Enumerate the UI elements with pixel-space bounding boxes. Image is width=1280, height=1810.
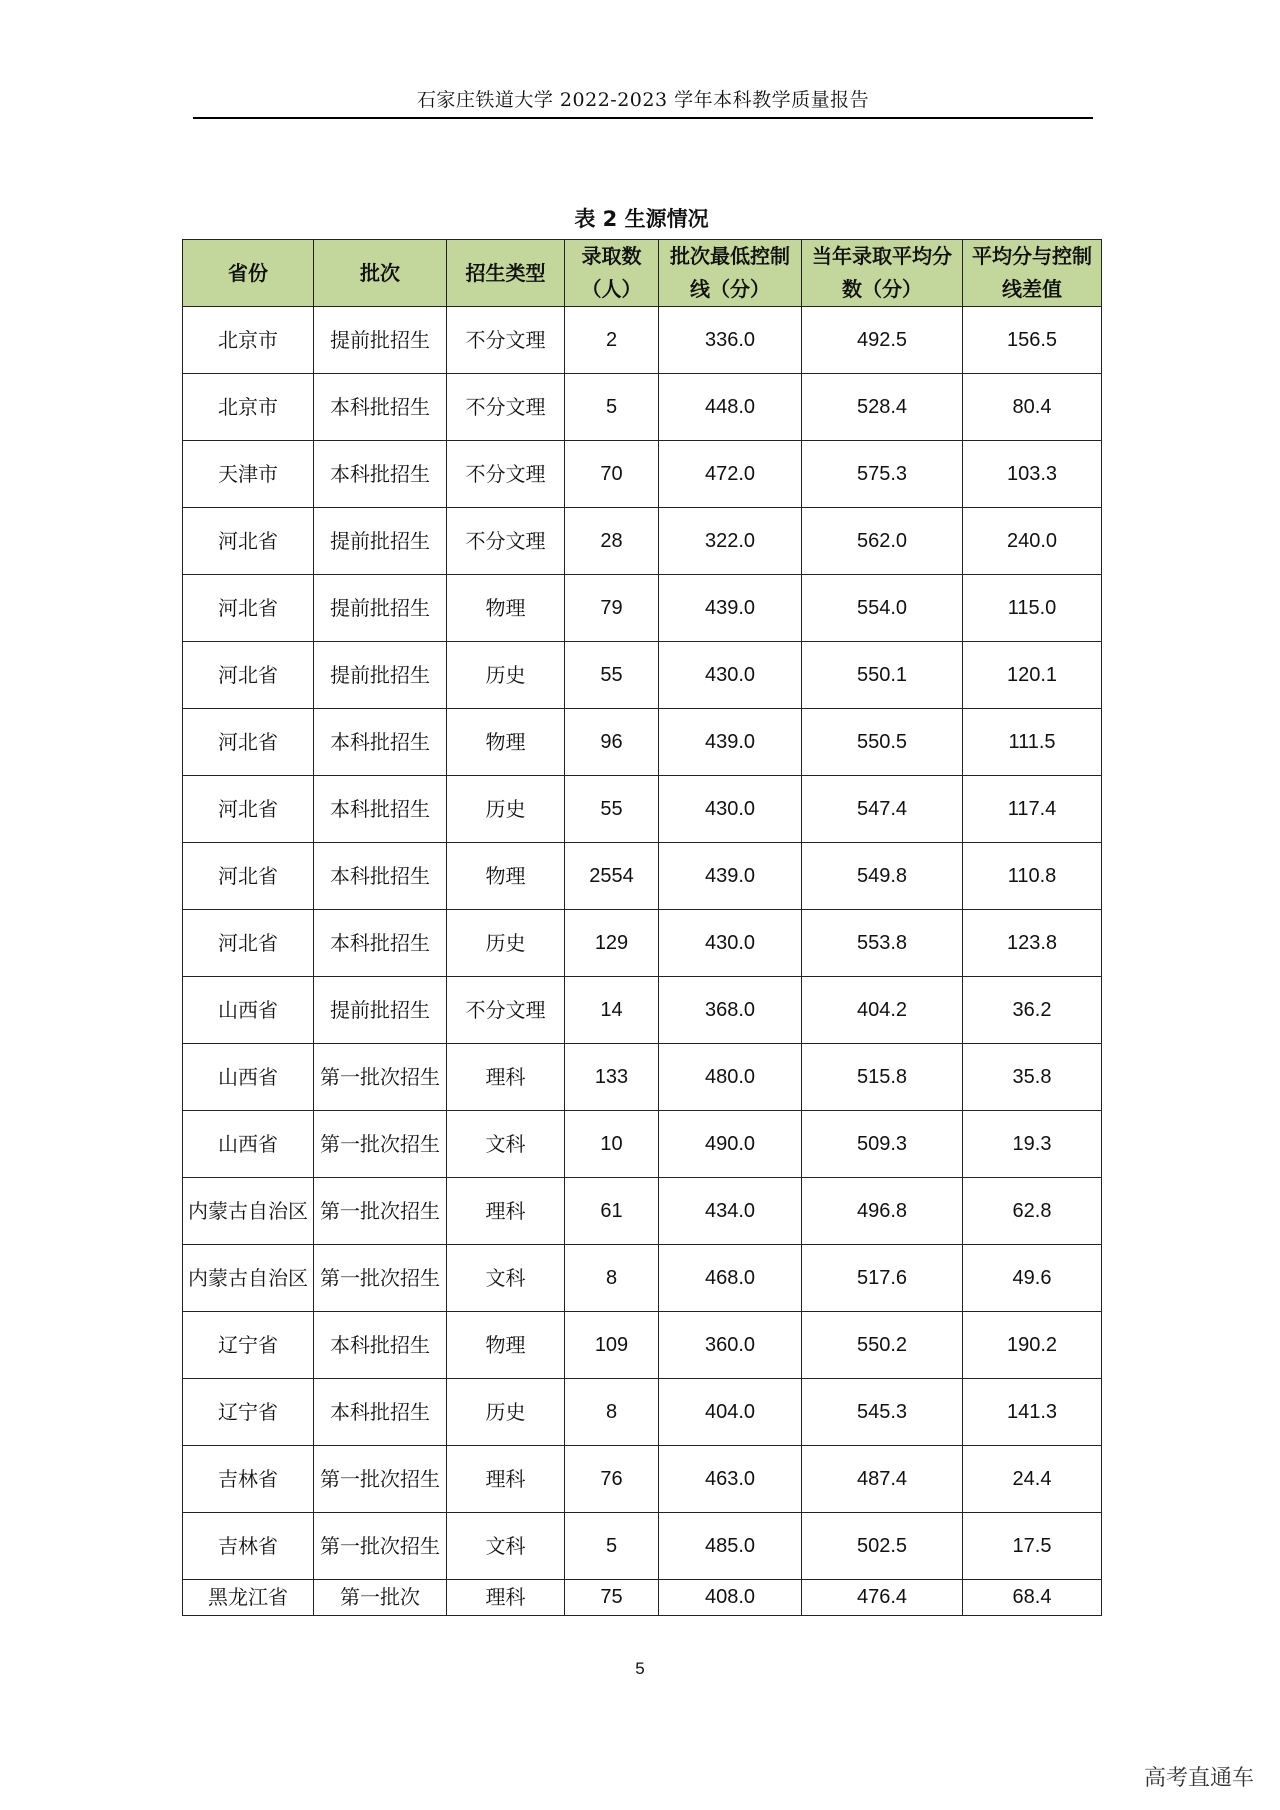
cell-province: 山西省	[183, 1111, 314, 1178]
cell-control-line: 336.0	[659, 307, 802, 374]
cell-batch: 第一批次招生	[314, 1111, 447, 1178]
table-header	[183, 240, 1102, 307]
cell-province: 山西省	[183, 1044, 314, 1111]
cell-type: 物理	[447, 843, 565, 910]
cell-type: 理科	[447, 1044, 565, 1111]
cell-province: 河北省	[183, 575, 314, 642]
cell-province: 吉林省	[183, 1513, 314, 1580]
cell-average: 515.8	[802, 1044, 963, 1111]
cell-control-line: 430.0	[659, 642, 802, 709]
col-header-difference: 平均分与控制线差值	[963, 240, 1102, 307]
cell-control-line: 408.0	[659, 1580, 802, 1616]
table-caption: 表 2 生源情况	[574, 207, 709, 231]
col-header-type: 招生类型	[447, 240, 565, 307]
cell-province: 北京市	[183, 307, 314, 374]
cell-province: 河北省	[183, 508, 314, 575]
col-header-province: 省份	[183, 240, 314, 307]
table-row	[183, 1178, 1102, 1245]
cell-difference: 19.3	[963, 1111, 1102, 1178]
cell-batch: 本科批招生	[314, 910, 447, 977]
cell-batch: 本科批招生	[314, 441, 447, 508]
cell-type: 不分文理	[447, 307, 565, 374]
watermark: 高考直通车	[1143, 1766, 1254, 1791]
table-row	[183, 977, 1102, 1044]
cell-difference: 68.4	[963, 1580, 1102, 1616]
cell-control-line: 439.0	[659, 709, 802, 776]
cell-average: 547.4	[802, 776, 963, 843]
cell-type: 不分文理	[447, 441, 565, 508]
cell-difference: 49.6	[963, 1245, 1102, 1312]
cell-type: 历史	[447, 642, 565, 709]
cell-control-line: 360.0	[659, 1312, 802, 1379]
cell-batch: 提前批招生	[314, 575, 447, 642]
table-row	[183, 1312, 1102, 1379]
table-row	[183, 709, 1102, 776]
cell-type: 历史	[447, 776, 565, 843]
cell-admitted: 75	[565, 1580, 659, 1616]
cell-admitted: 61	[565, 1178, 659, 1245]
cell-batch: 本科批招生	[314, 374, 447, 441]
cell-control-line: 322.0	[659, 508, 802, 575]
cell-batch: 提前批招生	[314, 977, 447, 1044]
cell-admitted: 10	[565, 1111, 659, 1178]
table-row	[183, 1580, 1102, 1616]
table-row	[183, 441, 1102, 508]
table-row	[183, 575, 1102, 642]
table-row	[183, 1044, 1102, 1111]
cell-admitted: 55	[565, 776, 659, 843]
cell-batch: 提前批招生	[314, 642, 447, 709]
cell-difference: 141.3	[963, 1379, 1102, 1446]
cell-province: 内蒙古自治区	[183, 1178, 314, 1245]
table-row	[183, 1379, 1102, 1446]
cell-average: 562.0	[802, 508, 963, 575]
cell-province: 河北省	[183, 709, 314, 776]
cell-type: 历史	[447, 910, 565, 977]
cell-average: 509.3	[802, 1111, 963, 1178]
page-number: 5	[635, 1659, 645, 1678]
cell-average: 545.3	[802, 1379, 963, 1446]
cell-control-line: 468.0	[659, 1245, 802, 1312]
cell-admitted: 109	[565, 1312, 659, 1379]
cell-difference: 62.8	[963, 1178, 1102, 1245]
cell-province: 辽宁省	[183, 1379, 314, 1446]
cell-type: 文科	[447, 1513, 565, 1580]
cell-control-line: 430.0	[659, 910, 802, 977]
cell-type: 历史	[447, 1379, 565, 1446]
table-row	[183, 508, 1102, 575]
table-header-row	[183, 240, 1102, 307]
cell-difference: 110.8	[963, 843, 1102, 910]
cell-control-line: 448.0	[659, 374, 802, 441]
cell-difference: 111.5	[963, 709, 1102, 776]
cell-difference: 36.2	[963, 977, 1102, 1044]
cell-batch: 提前批招生	[314, 307, 447, 374]
cell-batch: 第一批次招生	[314, 1044, 447, 1111]
cell-admitted: 5	[565, 1513, 659, 1580]
col-header-control-line: 批次最低控制线（分）	[659, 240, 802, 307]
cell-control-line: 472.0	[659, 441, 802, 508]
cell-province: 内蒙古自治区	[183, 1245, 314, 1312]
table-row	[183, 642, 1102, 709]
cell-province: 河北省	[183, 642, 314, 709]
table-row	[183, 307, 1102, 374]
cell-admitted: 14	[565, 977, 659, 1044]
cell-average: 492.5	[802, 307, 963, 374]
cell-admitted: 8	[565, 1245, 659, 1312]
cell-difference: 103.3	[963, 441, 1102, 508]
cell-province: 北京市	[183, 374, 314, 441]
cell-difference: 240.0	[963, 508, 1102, 575]
cell-batch: 第一批次招生	[314, 1245, 447, 1312]
cell-control-line: 490.0	[659, 1111, 802, 1178]
cell-type: 不分文理	[447, 977, 565, 1044]
cell-province: 河北省	[183, 910, 314, 977]
cell-average: 517.6	[802, 1245, 963, 1312]
cell-type: 物理	[447, 1312, 565, 1379]
cell-type: 理科	[447, 1178, 565, 1245]
cell-difference: 80.4	[963, 374, 1102, 441]
cell-average: 550.5	[802, 709, 963, 776]
table-row	[183, 1446, 1102, 1513]
col-header-admitted: 录取数（人）	[565, 240, 659, 307]
cell-difference: 24.4	[963, 1446, 1102, 1513]
cell-control-line: 368.0	[659, 977, 802, 1044]
table-row	[183, 374, 1102, 441]
cell-control-line: 434.0	[659, 1178, 802, 1245]
cell-admitted: 70	[565, 441, 659, 508]
cell-province: 河北省	[183, 843, 314, 910]
cell-average: 550.1	[802, 642, 963, 709]
cell-batch: 第一批次招生	[314, 1178, 447, 1245]
cell-average: 528.4	[802, 374, 963, 441]
table-row	[183, 843, 1102, 910]
cell-admitted: 96	[565, 709, 659, 776]
cell-batch: 本科批招生	[314, 1312, 447, 1379]
table-row	[183, 776, 1102, 843]
cell-difference: 156.5	[963, 307, 1102, 374]
cell-type: 不分文理	[447, 374, 565, 441]
cell-province: 天津市	[183, 441, 314, 508]
header-rule	[193, 117, 1093, 119]
cell-average: 553.8	[802, 910, 963, 977]
cell-province: 吉林省	[183, 1446, 314, 1513]
cell-average: 496.8	[802, 1178, 963, 1245]
cell-average: 549.8	[802, 843, 963, 910]
cell-average: 554.0	[802, 575, 963, 642]
cell-admitted: 129	[565, 910, 659, 977]
cell-batch: 提前批招生	[314, 508, 447, 575]
cell-average: 502.5	[802, 1513, 963, 1580]
cell-control-line: 430.0	[659, 776, 802, 843]
cell-type: 理科	[447, 1580, 565, 1616]
cell-batch: 第一批次	[314, 1580, 447, 1616]
table-row	[183, 1513, 1102, 1580]
cell-batch: 本科批招生	[314, 843, 447, 910]
cell-admitted: 133	[565, 1044, 659, 1111]
cell-type: 理科	[447, 1446, 565, 1513]
cell-type: 文科	[447, 1245, 565, 1312]
cell-control-line: 463.0	[659, 1446, 802, 1513]
cell-admitted: 76	[565, 1446, 659, 1513]
cell-admitted: 2	[565, 307, 659, 374]
cell-type: 物理	[447, 709, 565, 776]
cell-difference: 123.8	[963, 910, 1102, 977]
cell-batch: 本科批招生	[314, 709, 447, 776]
cell-control-line: 439.0	[659, 575, 802, 642]
col-header-average: 当年录取平均分数（分）	[802, 240, 963, 307]
cell-control-line: 439.0	[659, 843, 802, 910]
cell-difference: 117.4	[963, 776, 1102, 843]
cell-difference: 120.1	[963, 642, 1102, 709]
cell-admitted: 2554	[565, 843, 659, 910]
cell-average: 575.3	[802, 441, 963, 508]
cell-admitted: 8	[565, 1379, 659, 1446]
cell-control-line: 480.0	[659, 1044, 802, 1111]
cell-type: 文科	[447, 1111, 565, 1178]
cell-control-line: 485.0	[659, 1513, 802, 1580]
admissions-table	[182, 239, 1102, 1616]
cell-type: 不分文理	[447, 508, 565, 575]
cell-admitted: 28	[565, 508, 659, 575]
cell-province: 山西省	[183, 977, 314, 1044]
cell-average: 476.4	[802, 1580, 963, 1616]
cell-province: 辽宁省	[183, 1312, 314, 1379]
cell-control-line: 404.0	[659, 1379, 802, 1446]
cell-batch: 本科批招生	[314, 776, 447, 843]
cell-batch: 第一批次招生	[314, 1446, 447, 1513]
cell-type: 物理	[447, 575, 565, 642]
cell-batch: 第一批次招生	[314, 1513, 447, 1580]
cell-difference: 115.0	[963, 575, 1102, 642]
cell-province: 河北省	[183, 776, 314, 843]
table-body	[183, 307, 1102, 1616]
cell-average: 487.4	[802, 1446, 963, 1513]
cell-difference: 17.5	[963, 1513, 1102, 1580]
cell-difference: 35.8	[963, 1044, 1102, 1111]
table-row	[183, 1111, 1102, 1178]
page-header: 石家庄铁道大学 2022-2023 学年本科教学质量报告	[416, 89, 870, 111]
col-header-batch: 批次	[314, 240, 447, 307]
table-row	[183, 1245, 1102, 1312]
cell-average: 550.2	[802, 1312, 963, 1379]
cell-province: 黑龙江省	[183, 1580, 314, 1616]
cell-batch: 本科批招生	[314, 1379, 447, 1446]
cell-difference: 190.2	[963, 1312, 1102, 1379]
cell-admitted: 55	[565, 642, 659, 709]
cell-average: 404.2	[802, 977, 963, 1044]
table-row	[183, 910, 1102, 977]
cell-admitted: 79	[565, 575, 659, 642]
cell-admitted: 5	[565, 374, 659, 441]
